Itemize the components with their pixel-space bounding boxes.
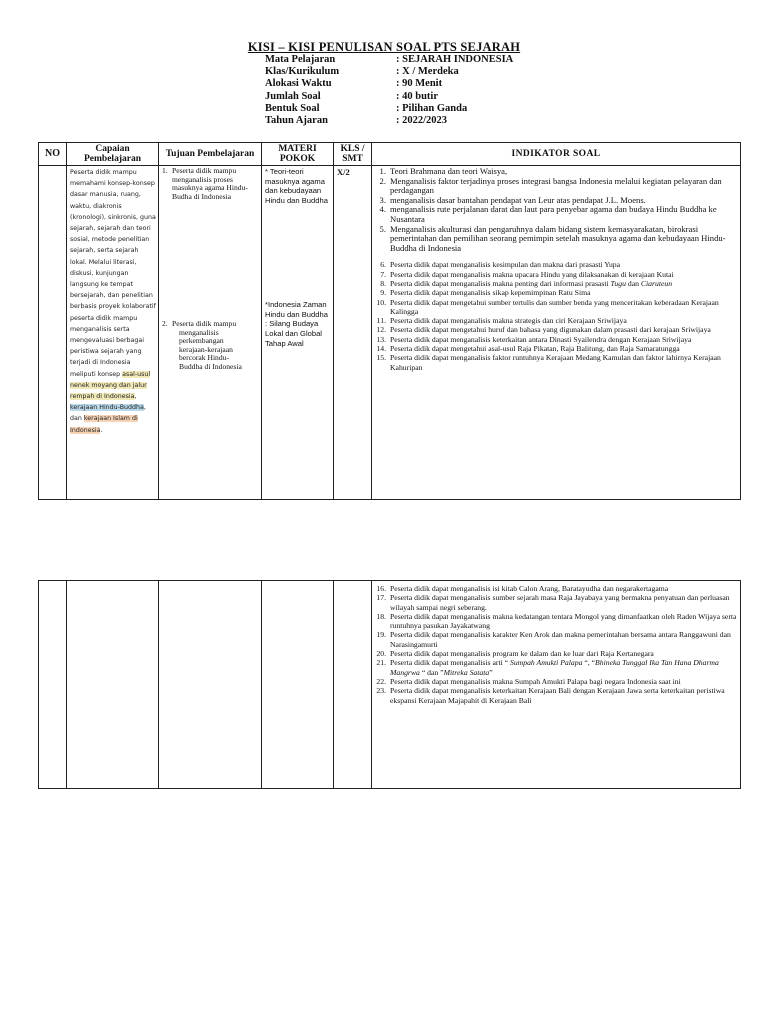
cell-kls [334,581,372,789]
meta-value: : X / Merdeka [396,66,459,78]
indikator-number: 22. [376,676,386,686]
meta-value: : SEJARAH INDONESIA [396,54,514,65]
materi-item: * Teori-teori masuknya agama dan kebudayaan Hindu dan Buddha [265,167,328,206]
cell-no [39,581,67,789]
indikator-item [374,686,738,705]
indikator-number: 15. [376,353,386,363]
capaian-sep: , dan [70,404,146,423]
header-no: NO [39,143,67,166]
indikator-text: Peserta didik dapat menganalisis makna Sumpah Amukti Palapa bagi negara Indonesia saat ini [390,676,681,686]
indikator-text: menganalisis rute perjalanan darat dan laut para penyebar agama dan budaya Hindu Buddha ke Nusantara [390,204,717,224]
indikator-number: 7. [380,269,386,279]
indikator-text: Peserta didik dapat menganalisis faktor runtuhnya Kerajaan Medang Kamulan dan faktor lahirnya Kerajaan Kahuripan [390,353,721,372]
indikator-text: Peserta didik dapat menganalisis makna upacara Hindu yang dilaksanakan di kerajaan Kutai [390,269,674,279]
cell-capaian [67,166,159,500]
indikator-number: 16. [376,584,386,593]
capaian-highlight: kerajaan Hindu-Buddha [70,404,144,412]
indikator-number: 3. [379,194,386,205]
indikator-number: 21. [376,658,386,668]
indikator-item [374,649,738,658]
indikator-item [374,658,738,677]
meta-row [265,115,513,127]
indikator-text: Menganalisis akulturasi dan pengaruhnya dalam bidang sistem kemasyarakatan, birokrasi pemerintahan dan pemilihan seorang pemimpin setelah masuknya agama dan kebudayaan Hindu-Buddha di Indonesia [390,223,726,253]
indikator-number: 1. [379,166,386,176]
table-row [39,581,741,789]
cell-kls: X/2 [334,166,372,500]
indikator-text-part: dan [625,278,641,288]
meta-value: : 40 butir [396,90,438,102]
indikator-item [374,316,738,325]
indikator-item [374,593,738,612]
indikator-number: 4. [379,204,386,215]
indikator-text: Peserta didik dapat menganalisis sumber sejarah masa Raja Jayabaya yang bermakna penyatuan dan perluasan wilayah sampai negri seberang. [390,593,730,612]
materi-item: *Indonesia Zaman Hindu dan Buddha : Silang Budaya Lokal dan Global Tahap Awal [265,300,328,348]
indikator-italic: Sumpah Amukti Palapa [509,658,583,668]
indikator-number: 18. [376,611,386,621]
meta-row [265,91,513,103]
capaian-sep: , [134,393,137,401]
tujuan-text: menganalisis perkembangan kerajaan-kerajaan bercorak Hindu-Buddha di Indonesia [179,327,242,371]
indikator-number: 9. [380,288,386,298]
meta-key: Bentuk Soal [265,102,320,114]
indikator-item [374,344,738,353]
cell-tujuan [159,166,262,500]
tujuan-item [162,167,259,201]
indikator-text: Peserta didik dapat menganalisis sikap kepemimpinan Ratu Sima [390,288,591,298]
cell-indikator [372,166,741,500]
document-meta [265,54,513,127]
header-capaian: Capaian Pembelajaran [67,143,159,166]
kisi-table-page-1 [38,142,741,500]
indikator-text: Peserta didik dapat menganalisis keterkaitan antara Dinasti Syailendra dengan Kerajaan Sriwijaya [390,334,692,344]
indikator-item [374,335,738,344]
indikator-item [374,677,738,686]
indikator-text [390,279,738,288]
meta-row [265,54,513,66]
capaian-highlight: kerajaan Islam di Indonesia [70,415,138,434]
indikator-item [374,630,738,649]
document-title: KISI – KISI PENULISAN SOAL PTS SEJARAH [247,40,521,54]
capaian-end: . [100,426,103,434]
meta-key: Jumlah Soal [265,90,321,102]
indikator-number: 23. [376,686,386,696]
indikator-text: Teori Brahmana dan teori Waisya, [390,166,508,176]
meta-key: Alokasi Waktu [265,78,332,90]
indikator-number: 17. [376,593,386,603]
indikator-text: Peserta didik dapat menganalisis makna kedatangan tentara Mongol yang dimanfaatkan oleh Raden Wijaya serta runtuhnya pasukan Jayakatwang [390,611,737,631]
indikator-number: 14. [376,344,386,354]
cell-capaian [67,581,159,789]
indikator-text: Peserta didik dapat mengetahui asal-usul Raja Pikatan, Raja Balitung, dan Raja Samaratungga [390,344,680,354]
indikator-text: Peserta didik dapat menganalisis program ke dalam dan ke luar dari Raja Kertanegara [390,649,654,659]
table-row [39,166,741,500]
indikator-number: 8. [380,278,386,288]
tujuan-number: 2. [162,319,168,328]
indikator-item [374,353,738,372]
indikator-number: 11. [376,316,386,326]
indikator-item [374,270,738,279]
indikator-item [374,260,738,269]
header-kls: KLS / SMT [334,143,372,166]
tujuan-item [162,320,250,372]
tujuan-number: 1. [162,166,168,175]
indikator-text-part: Peserta didik dapat menganalisis makna penting dari informasi prasasti [390,278,611,288]
indikator-number: 5. [379,223,386,234]
spacer [374,253,738,260]
indikator-text: Peserta didik dapat menganalisis kesimpulan dan makna dari prasasti Yupa [390,260,621,270]
cell-no [39,166,67,500]
header-materi: MATERI POKOK [262,143,334,166]
indikator-number: 2. [379,175,386,186]
indikator-item [374,225,738,254]
indikator-text: Peserta didik dapat menganalisis makna strategis dan ciri Kerajaan Sriwijaya [390,316,627,326]
tujuan-text: Peserta didik mampu menganalisis proses masuknya agama Hindu-Budha di Indonesia [172,166,248,201]
indikator-number: 6. [380,260,386,270]
indikator-number: 10. [376,297,386,307]
cell-tujuan [159,581,262,789]
meta-key: Klas/Kurikulum [265,66,340,78]
indikator-text-part: ” [489,667,493,677]
indikator-item [374,279,738,288]
indikator-number: 12. [376,325,386,335]
indikator-text: Peserta didik dapat mengetahui huruf dan bahasa yang digunakan dalam prasasti dari kerajaan Sriwijaya [390,325,711,335]
header-tujuan: Tujuan Pembelajaran [159,143,262,166]
meta-key: Tahun Ajaran [265,114,328,126]
indikator-group [374,260,738,372]
indikator-item [374,325,738,334]
indikator-italic: Mitreka Satata [443,667,490,677]
indikator-text-part: “, “ [582,658,596,668]
header-indikator: INDIKATOR SOAL [372,143,741,166]
indikator-text: Peserta didik dapat menganalisis karakter Ken Arok dan makna pemerintahan bersama antara Ranggawuni dan Narasingamurti [390,630,731,649]
indikator-text: Menganalisis faktor terjadinya proses integrasi bangsa Indonesia melalui kegiatan pelayaran dan perdagangan [390,175,722,196]
indikator-item [374,584,738,593]
indikator-item [374,298,738,317]
capaian-text: Peserta didik mampu memahami konsep-konsep dasar manusia, ruang, waktu, diakronis (kronologi), sinkronis, guna sejarah, sejarah dan teori sosial, metode penelitian sejarah, serta sejarah lokal. Melalui literasi, diskusi, kunjungan langsung ke tempat bersejarah, dan penelitian berbasis proyek kolaboratif peserta didik mampu menganalisis serta mengevaluasi berbagai peristiwa sejarah yang terjadi di Indonesia meliputi konsep [70,169,156,378]
cell-materi [262,166,334,500]
tujuan-text: Peserta didik mampu [172,319,237,328]
indikator-number: 19. [376,630,386,640]
indikator-text [390,658,738,677]
meta-value: : 90 Menit [396,78,443,90]
materi-container [262,166,333,348]
meta-key: Mata Pelajaran [265,54,336,65]
table-header-row [39,143,741,166]
indikator-text-part: “ dan ” [419,667,444,677]
indikator-text: Peserta didik dapat menganalisis keterkaitan Kerajaan Bali dengan Kerajaan Jawa serta keterkaitan peristiwa ekspansi Kerajaan Majapahit di Kerajaan Bali [390,686,725,705]
indikator-number: 20. [376,649,386,659]
meta-value: : 2022/2023 [396,114,448,126]
capaian-highlight: asal-usul nenek moyang dan jalur rempah di Indonesia [70,370,151,401]
indikator-italic: Bhineka Tunggal Ika Tan Hana Dharma Mangrwa [390,658,719,677]
indikator-item [374,177,738,196]
indikator-italic: Ciaruteun [640,278,673,288]
indikator-text: Peserta didik dapat menganalisis isi kitab Calon Arang, Baratayudha dan negarakertagama [390,584,669,593]
cell-indikator [372,581,741,789]
meta-row [265,78,513,90]
meta-value: : Pilihan Ganda [396,102,468,114]
indikator-item [374,612,738,631]
indikator-text: Peserta didik dapat mengetahui sumber tertulis dan sumber benda yang menceritakan keberadaan Kerajaan Kalingga [390,297,719,316]
meta-row [265,66,513,78]
indikator-item [374,288,738,297]
indikator-number: 13. [376,334,386,344]
indikator-text: menganalisis dasar bantahan pendapat van Leur atas pendapat J.L. Moens. [390,194,646,205]
cell-materi [262,581,334,789]
indikator-item [374,205,738,224]
indikator-italic: Tugu [610,278,626,288]
meta-row [265,103,513,115]
indikator-text-part: Peserta didik dapat menganalisis arti “ [390,658,510,668]
kisi-table-page-2 [38,580,741,789]
